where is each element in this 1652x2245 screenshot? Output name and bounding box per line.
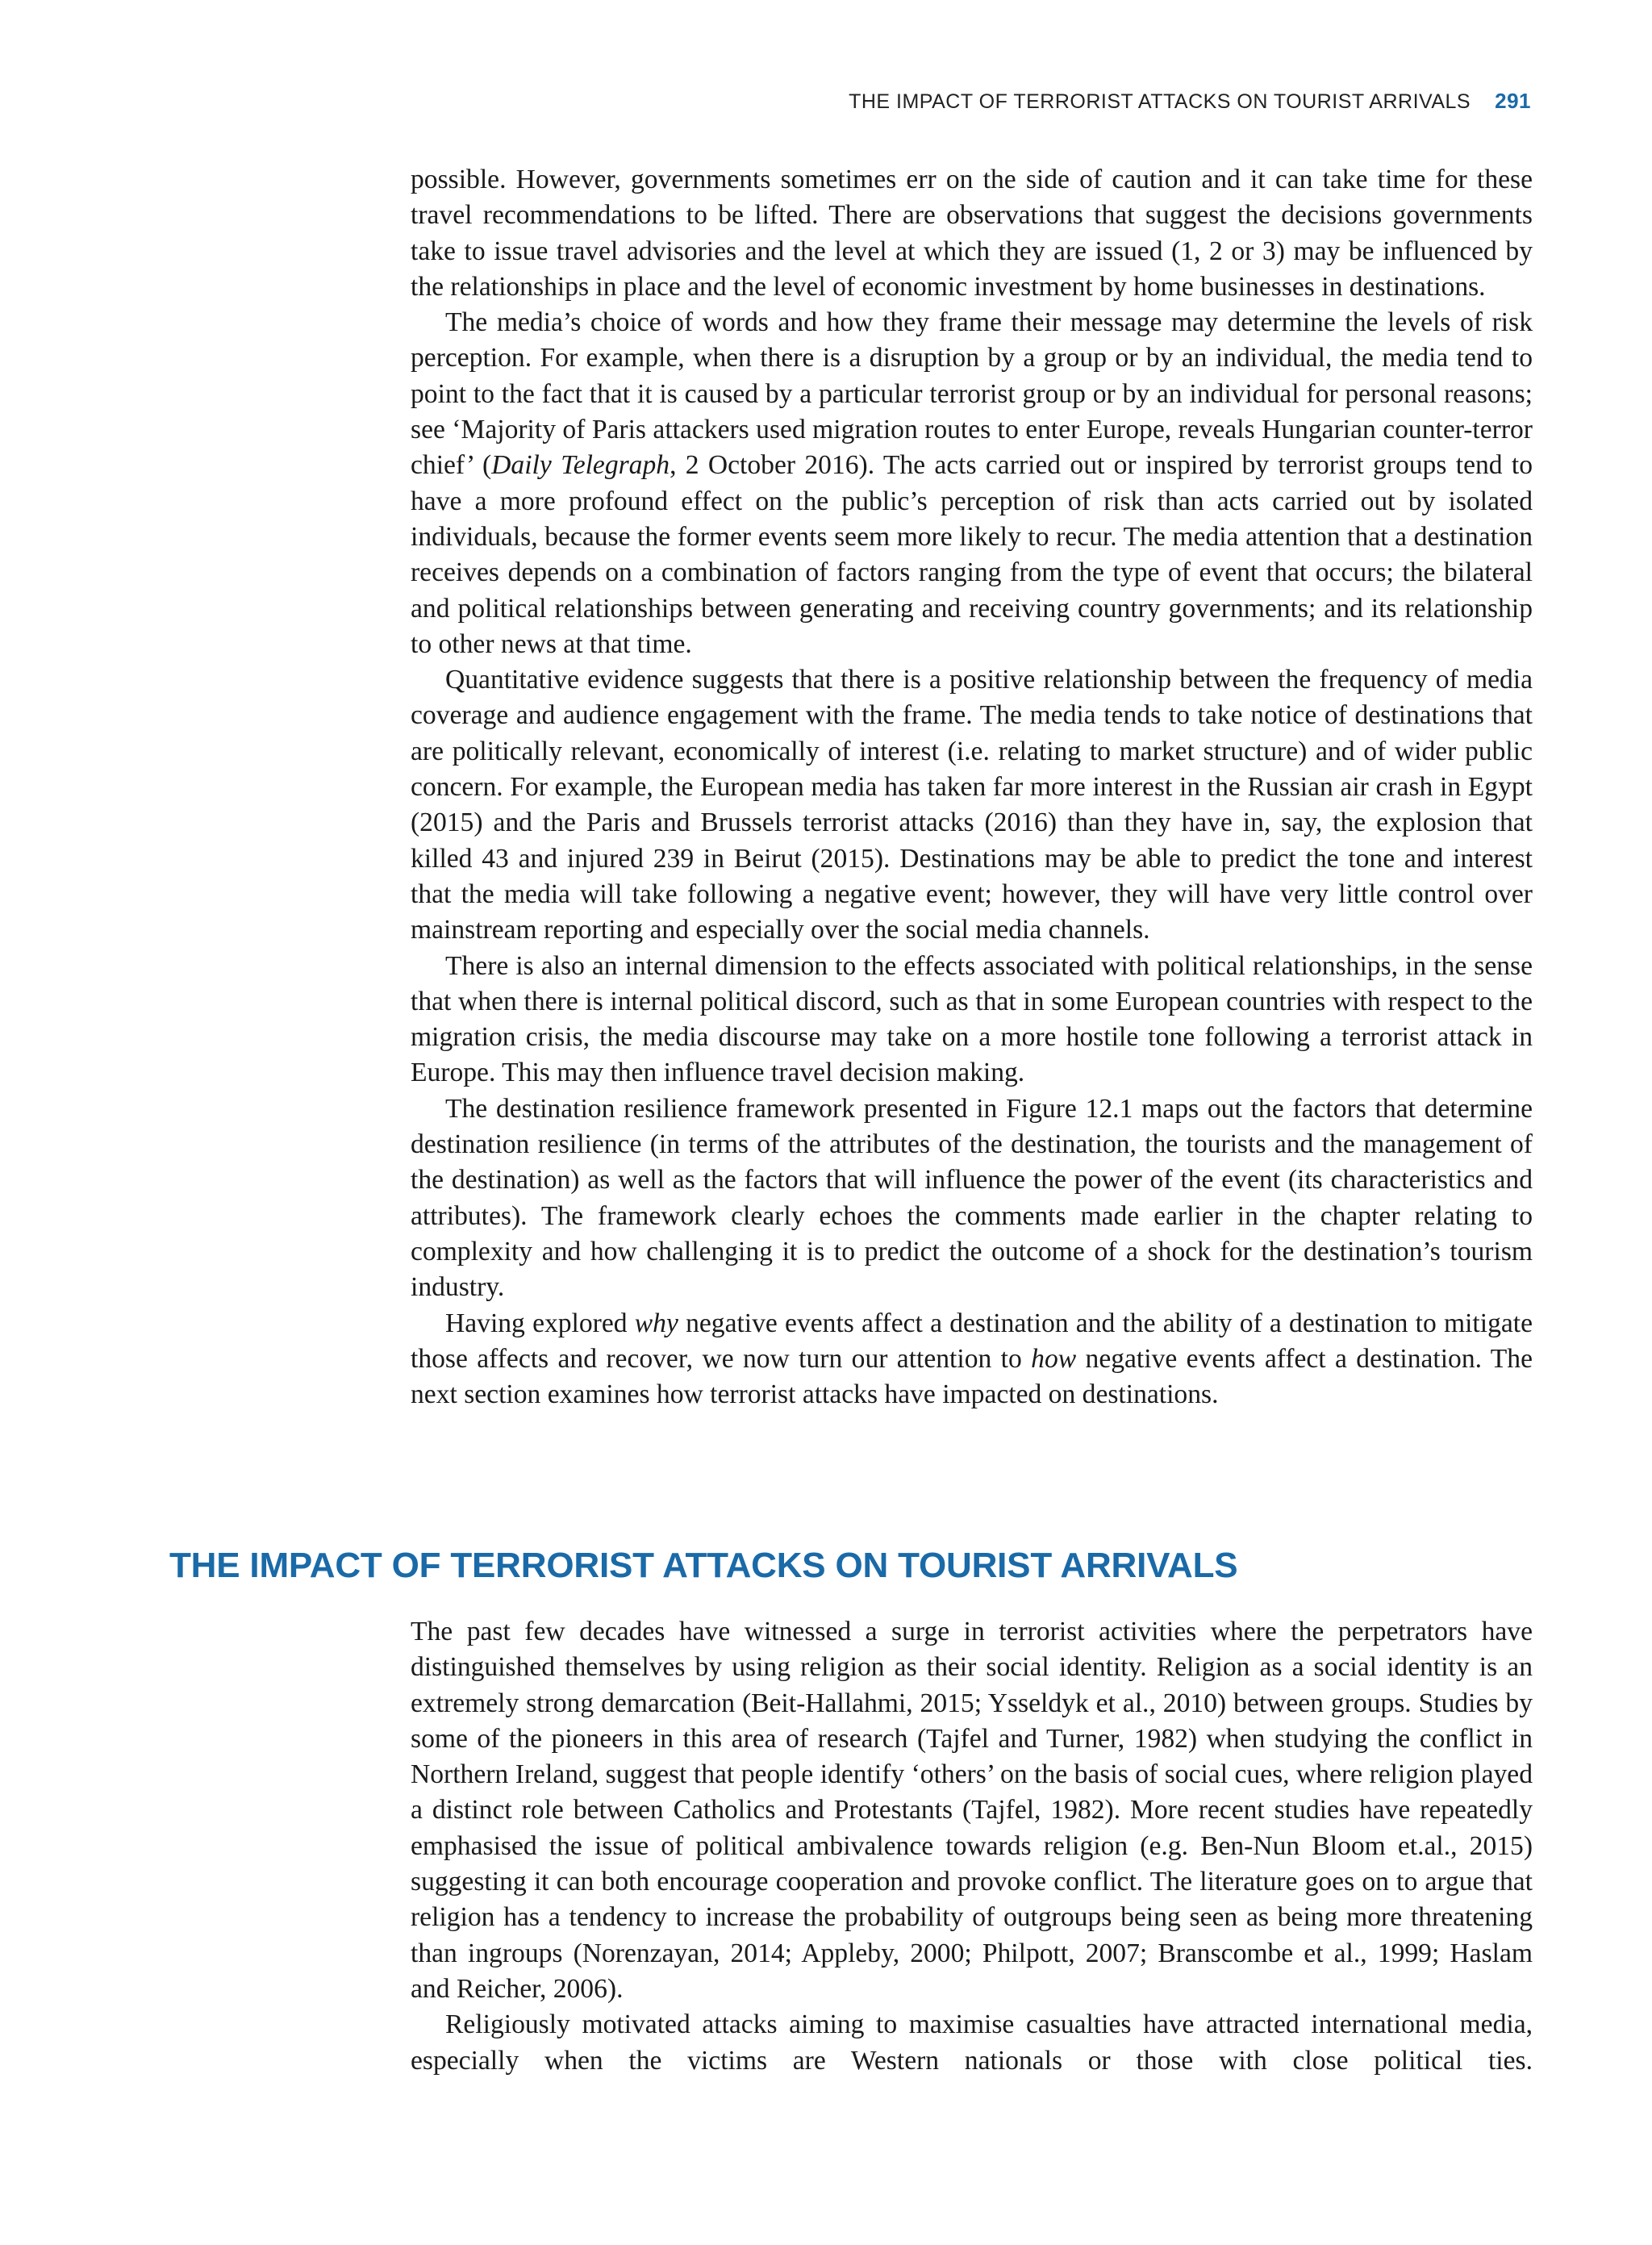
paragraph-6-text-b: negative events affect a destination and the ability of a destination to mitigate those affects and recover, we now turn our attention to [411, 1308, 1533, 1374]
page-number: 291 [1495, 89, 1531, 113]
section-heading: THE IMPACT OF TERRORIST ATTACKS ON TOURIST ARRIVALS [169, 1546, 1238, 1585]
paragraph-1-text: possible. However, governments sometimes err on the side of caution and it can take time for these travel recommendations to be lifted. There are observations that suggest the decisions governments take to issue travel advisories and the level at which they are issued (1, 2 or 3) may be influenced by the relationships in place and the level of economic investment by home businesses in destinations. [411, 165, 1533, 302]
paragraph-6-text-a: Having explored [445, 1308, 635, 1338]
running-title: THE IMPACT OF TERRORIST ATTACKS ON TOURIST ARRIVALS [849, 90, 1471, 113]
paragraph-7-text: The past few decades have witnessed a surge in terrorist activities where the perpetrators have distinguished themselves by using religion as their social identity. Religion as a social identity is an extremely strong demarcation (Beit-Hallahmi, 2015; Ysseldyk et al., 2010) between groups. Studies by some of the pioneers in this area of research (Tajfel and Turner, 1982) when studying the conflict in Northern Ireland, suggest that people identify ‘others’ on the basis of social cues, where religion played a distinct role between Catholics and Protestants (Tajfel, 1982). More recent studies have repeatedly emphasised the issue of political ambivalence towards religion (e.g. Ben-Nun Bloom et.al., 2015) suggesting it can both encourage cooperation and provoke conflict. The literature goes on to argue that religion has a tendency to increase the probability of outgroups being seen as being more threatening than ingroups (Norenzayan, 2014; Appleby, 2000; Philpott, 2007; Branscombe et al., 1999; Haslam and Reicher, 2006). [411, 1617, 1533, 2004]
paragraph-6 [411, 1306, 1533, 1413]
newspaper-title: Daily Telegraph [491, 450, 670, 481]
emphasis-how: how [1031, 1343, 1077, 1374]
paragraph-4 [411, 949, 1533, 1091]
paragraph-1 [411, 162, 1533, 305]
paragraph-3 [411, 662, 1533, 948]
paragraph-2 [411, 305, 1533, 662]
emphasis-why: why [634, 1308, 678, 1338]
running-header [0, 89, 1531, 114]
paragraph-5-text: The destination resilience framework presented in Figure 12.1 maps out the factors that determine destination resilience (in terms of the attributes of the destination, the tourists and the management of the destination) as well as the factors that will influence the power of the event (its characteristics and attributes). The framework clearly echoes the comments made earlier in the chapter relating to complexity and how challenging it is to predict the outcome of a shock for the destination’s tourism industry. [411, 1093, 1533, 1303]
paragraph-4-text: There is also an internal dimension to the effects associated with political relationships, in the sense that when there is internal political discord, such as that in some European countries with respect to the migration crisis, the media discourse may take on a more hostile tone following a terrorist attack in Europe. This may then influence travel decision making. [411, 950, 1533, 1088]
paragraph-8-text: Religiously motivated attacks aiming to maximise casualties have attracted international media, especially when the victims are Western nationals or those with close political ties. [411, 2009, 1533, 2076]
paragraph-5 [411, 1091, 1533, 1306]
paragraph-2-text-a: The media’s choice of words and how they frame their message may determine the levels of risk perception. For example, when there is a disruption by a group or by an individual, the media tend to point to the fact that it is caused by a particular terrorist group or by an individual for personal reasons; see ‘Majority of Paris attackers used migration routes to enter Europe, reveals Hungarian counter-terror chief’ ( [411, 307, 1533, 481]
paragraph-7 [411, 1614, 1533, 2007]
paragraph-2-text-b: , 2 October 2016). The acts carried out or inspired by terrorist groups tend to have a more profound effect on the public’s perception of risk than acts carried out by isolated individuals, because the former events seem more likely to recur. The media attention that a destination receives depends on a combination of factors ranging from the type of event that occurs; the bilateral and political relationships between generating and receiving country governments; and its relationship to other news at that time. [411, 450, 1533, 659]
body-text-section-1 [411, 162, 1533, 1413]
body-text-section-2 [411, 1614, 1533, 2079]
paragraph-6-text-c: negative events affect a destination. The next section examines how terrorist attacks have impacted on destinations. [411, 1343, 1533, 1410]
paragraph-3-text: Quantitative evidence suggests that there is a positive relationship between the frequency of media coverage and audience engagement with the frame. The media tends to take notice of destinations that are politically relevant, economically of interest (i.e. relating to market structure) and of wider public concern. For example, the European media has taken far more interest in the Russian air crash in Egypt (2015) and the Paris and Brussels terrorist attacks (2016) than they have in, say, the explosion that killed 43 and injured 239 in Beirut (2015). Destinations may be able to predict the tone and interest that the media will take following a negative event; however, they will have very little control over mainstream reporting and especially over the social media channels. [411, 665, 1533, 945]
paragraph-8 [411, 2007, 1533, 2079]
